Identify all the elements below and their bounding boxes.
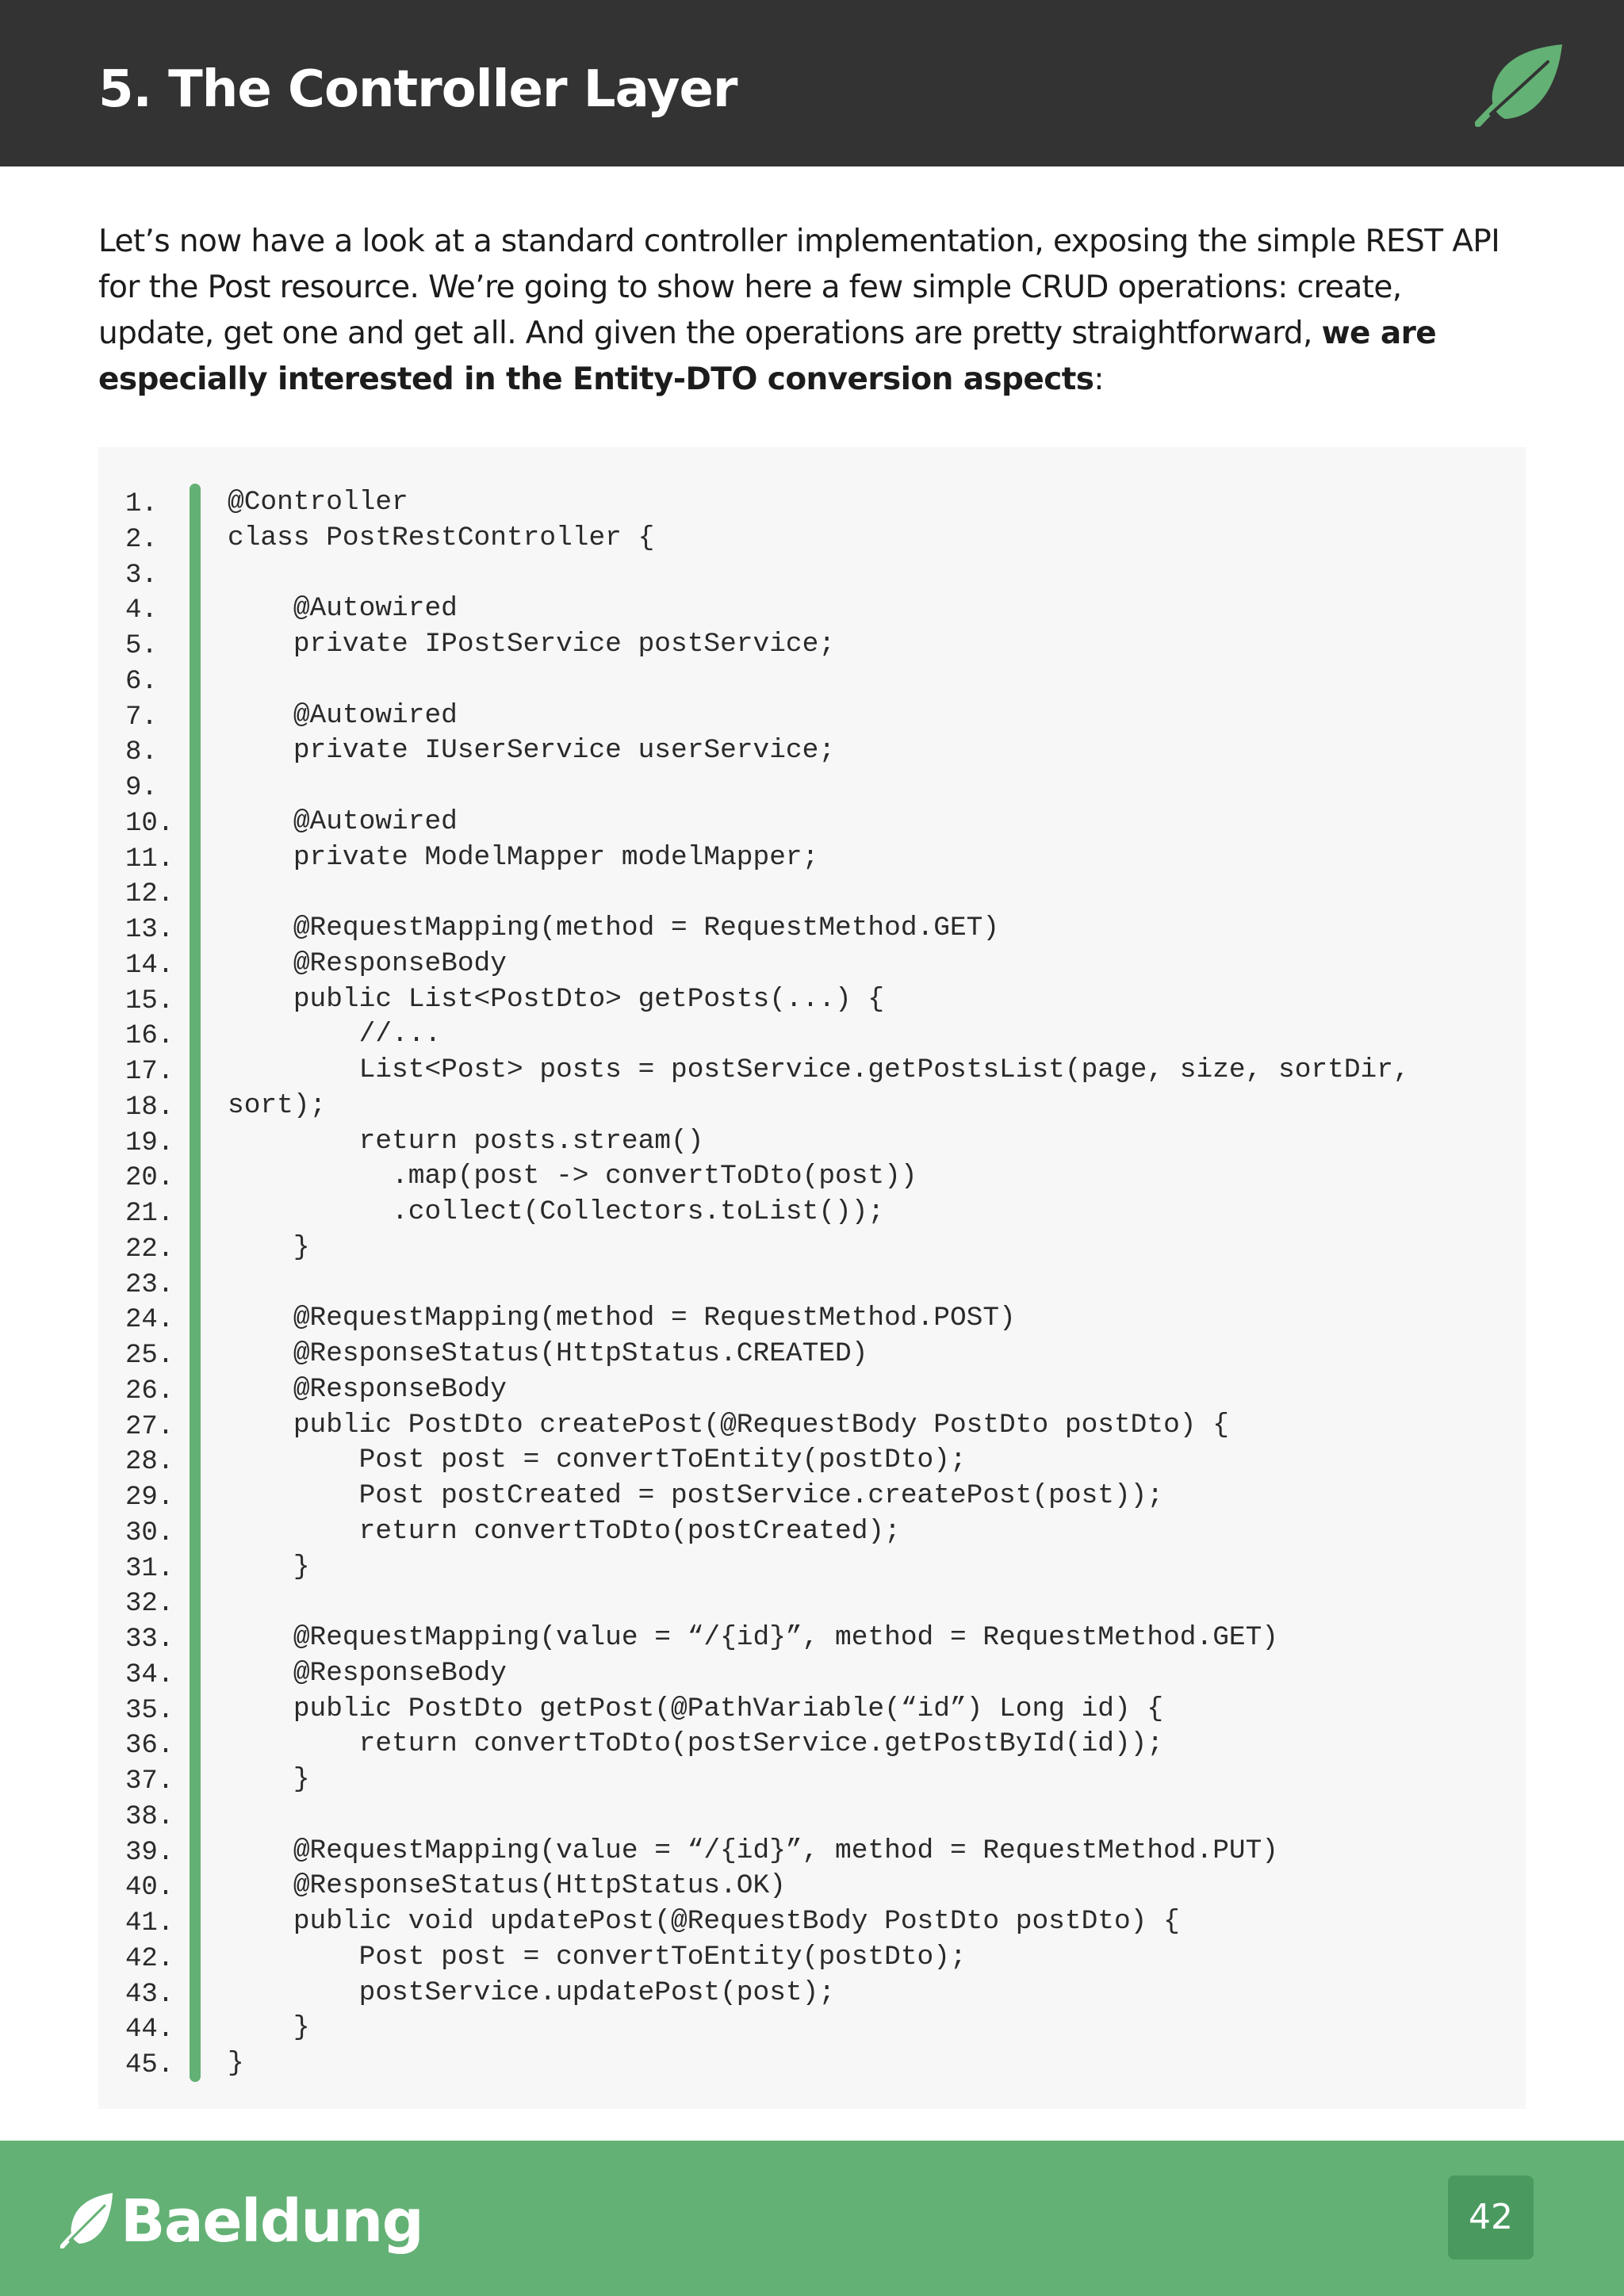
line-number: 29. [125, 1483, 174, 1513]
line-number: 11. [125, 844, 174, 874]
line-number: 12. [125, 879, 174, 910]
line-number: 38. [125, 1801, 174, 1832]
code-lines [228, 485, 1512, 2082]
code-line: return convertToDto(postService.getPostById(id)); [228, 1728, 1164, 1760]
line-number: 21. [125, 1199, 174, 1229]
code-line: } [228, 2048, 244, 2079]
code-line: @ResponseBody [228, 1373, 507, 1405]
line-number: 13. [125, 915, 174, 945]
page-title: 5. The Controller Layer [98, 60, 737, 119]
leaf-icon [60, 2191, 116, 2248]
code-line: public PostDto createPost(@RequestBody PostDto postDto) { [228, 1409, 1229, 1441]
line-number: 10. [125, 808, 174, 839]
line-number: 19. [125, 1127, 174, 1158]
code-line: @Autowired [228, 806, 458, 837]
code-line: public void updatePost(@RequestBody PostDto postDto) { [228, 1906, 1180, 1937]
line-number: 43. [125, 1979, 174, 2010]
line-number: 44. [125, 2015, 174, 2045]
line-number: 39. [125, 1837, 174, 1868]
code-line [228, 1266, 1512, 1302]
line-number: 20. [125, 1163, 174, 1194]
code-line [228, 557, 1512, 592]
code-line: @RequestMapping(value = “/{id}”, method = RequestMethod.PUT) [228, 1835, 1279, 1866]
code-line [228, 875, 1512, 911]
code-line: } [228, 2012, 310, 2044]
code-line: @ResponseStatus(HttpStatus.OK) [228, 1870, 786, 1902]
code-line [228, 1585, 1512, 1621]
code-line: } [228, 1764, 310, 1795]
line-number: 15. [125, 985, 174, 1016]
line-number: 23. [125, 1269, 174, 1300]
page-header [0, 0, 1624, 166]
page-number-badge: 42 [1448, 2175, 1534, 2260]
line-number: 24. [125, 1305, 174, 1336]
code-line: private ModelMapper modelMapper; [228, 841, 819, 873]
line-number: 27. [125, 1411, 174, 1442]
code-line: @Autowired [228, 699, 458, 731]
intro-end: : [1094, 362, 1104, 397]
code-line: private IUserService userService; [228, 735, 836, 767]
line-number: 34. [125, 1659, 174, 1690]
line-number: 33. [125, 1624, 174, 1655]
code-line: Post post = convertToEntity(postDto); [228, 1445, 967, 1476]
line-number: 6. [125, 666, 158, 697]
code-line: } [228, 1551, 310, 1582]
code-line: class PostRestController { [228, 522, 655, 553]
intro-paragraph [98, 219, 1526, 403]
line-number: 37. [125, 1766, 174, 1797]
code-line: public List<PostDto> getPosts(...) { [228, 983, 885, 1015]
line-number: 31. [125, 1553, 174, 1584]
code-line: @Controller [228, 487, 408, 518]
code-line: .map(post -> convertToDto(post)) [228, 1161, 917, 1192]
line-number: 17. [125, 1057, 174, 1087]
code-line [228, 1798, 1512, 1834]
line-number: 32. [125, 1589, 174, 1620]
code-line: @RequestMapping(value = “/{id}”, method = RequestMethod.GET) [228, 1622, 1279, 1653]
intro-bold-text: we are especially interested in the Entity-DTO conversion aspects [98, 316, 1437, 397]
code-line: sort); [228, 1089, 327, 1121]
line-number: 5. [125, 631, 158, 661]
code-line: .collect(Collectors.toList()); [228, 1196, 885, 1227]
line-number: 7. [125, 702, 158, 733]
code-line: public PostDto getPost(@PathVariable(“id”) Long id) { [228, 1693, 1164, 1724]
code-line [228, 769, 1512, 805]
code-line: } [228, 1231, 310, 1263]
line-number: 4. [125, 595, 158, 626]
line-number: 42. [125, 1943, 174, 1974]
line-number: 18. [125, 1092, 174, 1123]
line-number: 1. [125, 489, 158, 519]
leaf-icon [1475, 41, 1567, 127]
code-line: postService.updatePost(post); [228, 1976, 836, 2008]
code-line: @Autowired [228, 593, 458, 625]
line-number: 25. [125, 1341, 174, 1371]
code-line: @RequestMapping(method = RequestMethod.POST) [228, 1303, 1016, 1334]
code-line: @ResponseBody [228, 947, 507, 979]
line-number: 45. [125, 2050, 174, 2080]
code-line: @ResponseStatus(HttpStatus.CREATED) [228, 1338, 868, 1369]
intro-text: Let’s now have a look at a standard controller implementation, exposing the simple REST API for the Post resource. We’re going to show here a few simple CRUD operations: create, update, get one and get all. And given the operations are pretty straightforward, [98, 224, 1500, 351]
line-number: 16. [125, 1021, 174, 1052]
code-line [228, 663, 1512, 698]
code-line-numbers [125, 487, 181, 2084]
line-number: 26. [125, 1376, 174, 1406]
code-line: return posts.stream() [228, 1125, 704, 1157]
line-number: 40. [125, 1873, 174, 1904]
line-number: 3. [125, 560, 158, 591]
code-line: private IPostService postService; [228, 629, 836, 660]
line-number: 28. [125, 1447, 174, 1478]
line-number: 14. [125, 950, 174, 981]
code-line: return convertToDto(postCreated); [228, 1515, 901, 1547]
code-line: Post postCreated = postService.createPost(post)); [228, 1480, 1164, 1511]
code-line: Post post = convertToEntity(postDto); [228, 1941, 967, 1973]
brand-name: Baeldung [121, 2187, 423, 2256]
line-number: 9. [125, 773, 158, 803]
line-number: 30. [125, 1517, 174, 1548]
line-number: 8. [125, 737, 158, 768]
code-line: List<Post> posts = postService.getPostsList(page, size, sortDir, [228, 1054, 1410, 1085]
code-line: @ResponseBody [228, 1657, 507, 1689]
line-number: 41. [125, 1908, 174, 1938]
code-line: @RequestMapping(method = RequestMethod.GET) [228, 913, 1000, 943]
line-number: 22. [125, 1234, 174, 1265]
line-number: 36. [125, 1731, 174, 1762]
code-accent-bar [190, 484, 201, 2082]
line-number: 35. [125, 1695, 174, 1726]
line-number: 2. [125, 524, 158, 555]
code-line: //... [228, 1019, 442, 1050]
